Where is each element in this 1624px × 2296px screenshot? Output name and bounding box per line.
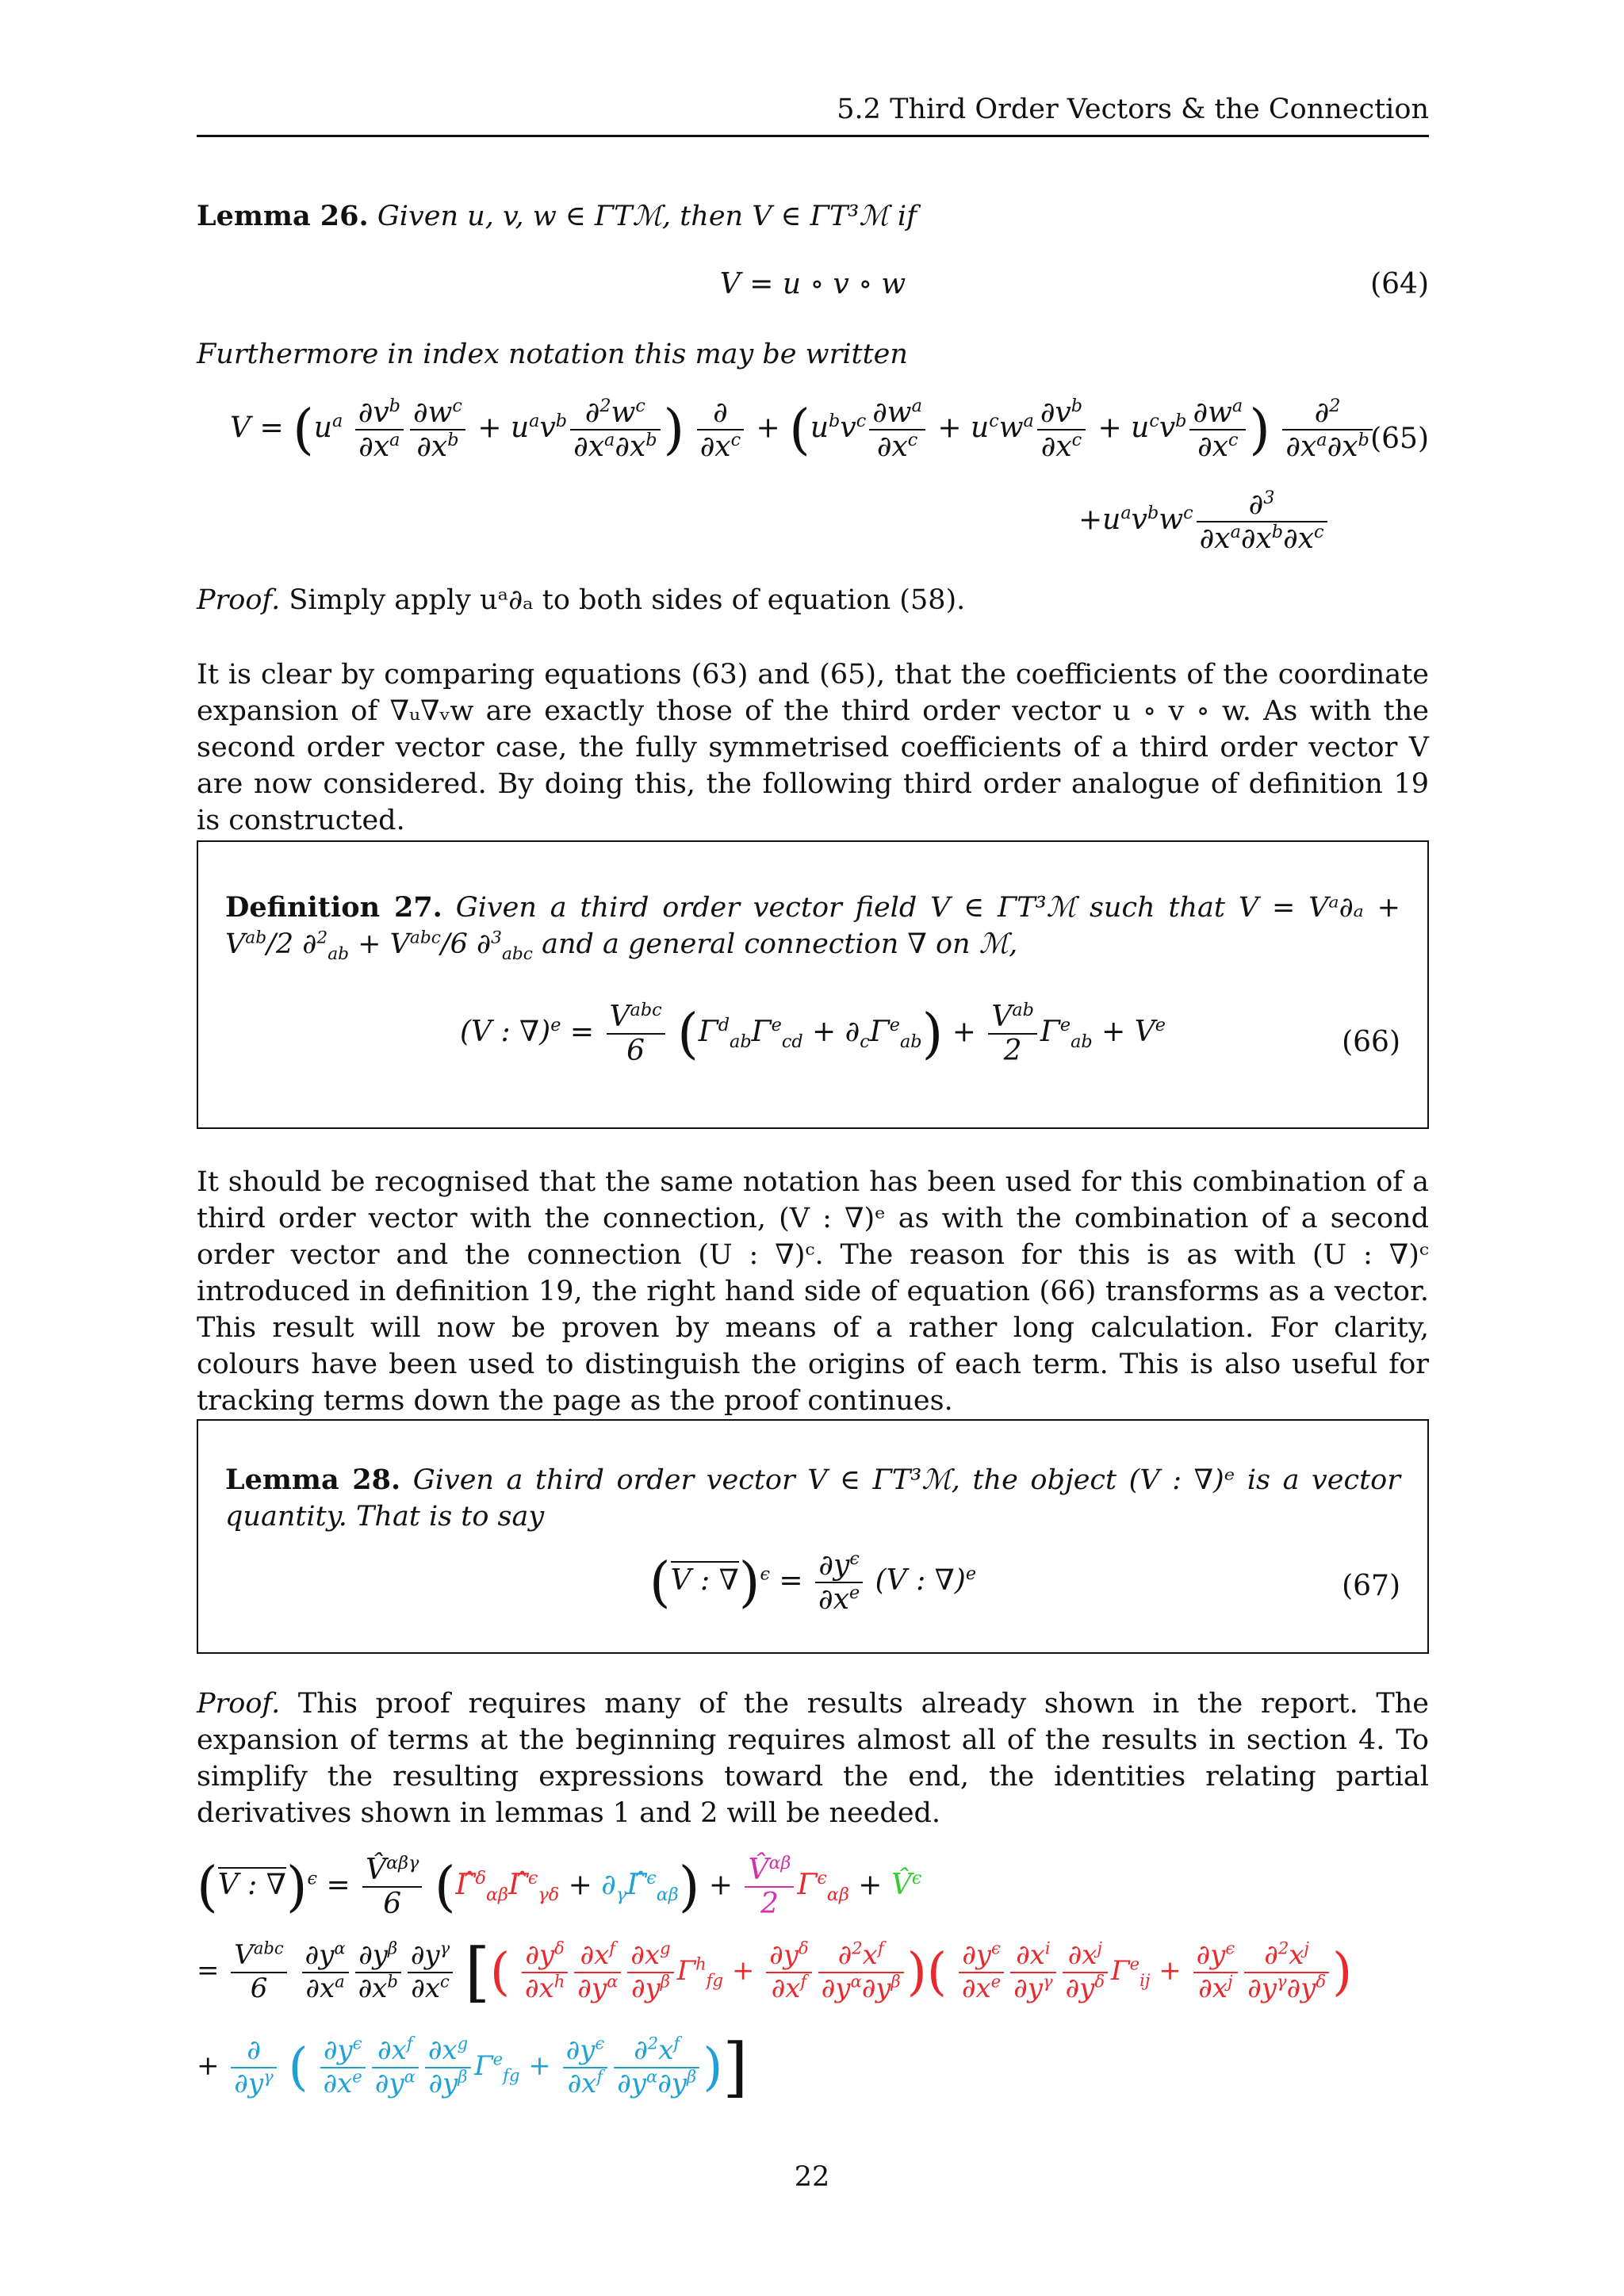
proof-26-text: Simply apply uᵃ∂ₐ to both sides of equation (58). (289, 584, 966, 616)
equation-67-body: (V : ∇)$^\epsilon$ = $\frac{\partial y^\epsilon}{\partial x^e}$ (V : ∇)$^e$ (649, 1548, 977, 1617)
lemma-26-statement (197, 198, 1429, 235)
lemma-28-label: Lemma 28. (225, 1464, 401, 1496)
lemma-26-text: Given u, v, w ∈ ΓTℳ, then V ∈ ΓT³ℳ if (377, 201, 917, 232)
equation-65-line-2: $+u^av^bw^c$ $\frac{\partial^3}{\partial x^a\partial x^b\partial x^c}$ (1078, 488, 1364, 556)
lemma-28-text: Given a third order vector V ∈ ΓT³ℳ, the object (V : ∇)ᵉ is a vector quantity. That is to say (225, 1464, 1400, 1533)
section-title: 5.2 Third Order Vectors & the Connection (837, 94, 1429, 125)
definition-27-box (197, 840, 1429, 1129)
derivation-line-1: (V : ∇)$^\epsilon$ = $\frac{V̂^{\alpha\beta\gamma}}{6}$ (Γ̂$^\delta_{\alpha\beta}$Γ̂$^\epsilon_{\gamma\delta}$ + $\partial_\gamma\Gammâ^\epsilon_{\alpha\beta}$) + $\frac{V̂^{\alpha\beta}}{2}$ $\Gamma^\epsilon_{\alpha\beta}$ + V̂$^\epsilon$ (197, 1853, 922, 1921)
derivation-line-3: + $\frac{\partial}{\partial y^\gamma}$ ( $\frac{\partial y^\epsilon}{\partial x^e}$ $\frac{\partial x^f}{\partial y^\alpha}$ $\frac{\partial x^g}{\partial y^\beta}$ $\Gamma^e_{fg}$ + $\frac{\partial y^\epsilon}{\partial x^f}$ $\frac{\partial^2x^f}{\partial y^\alpha\partial y^\beta}$ )] (197, 2030, 749, 2105)
equation-65-line-1: $V = (u^a$ $\frac{\partial v^b}{\partial x^a}$ $\frac{\partial w^c}{\partial x^b}$ + $u^av^b$ $\frac{\partial^2w^c}{\partial x^a\partial x^b}$ ) $\frac{\partial}{\partial x^c}$ + ($u^bv^c$ $\frac{\partial w^a}{\partial x^c}$ + $u^cw^a$ $\frac{\partial v^b}{\partial x^c}$ + $u^cv^b$ $\frac{\partial w^a}{\partial x^c}$ ) $\frac{\partial^2}{\partial x^a\partial x^b}$ (230, 396, 1356, 464)
equation-66-body: (V : ∇)$^e$ = $\frac{V^{abc}}{6}$ $(\Gamma^d_{ab}\Gamma^e_{cd} + \partial_c\Gamma^e_{ab})$ + $\frac{V^{ab}}{2}$ $\Gamma^e_{ab} + V^e$ (459, 1000, 1166, 1068)
proof-28-label: Proof. (197, 1688, 281, 1720)
equation-65-number: (65) (1370, 423, 1429, 455)
proof-28-text: This proof requires many of the results already shown in the report. The expansion of terms at the beginning requires almost all of the results in section 4. To simplify the resulting expressions toward the end, the identities relating partial derivatives shown in lemmas 1 and 2 will be needed. (197, 1688, 1429, 1829)
definition-27-text-2: and a general connection ∇ on ℳ, (542, 928, 1018, 960)
definition-27-statement: Definition 27. Given a third order vector field V ∈ ΓT³ℳ such that V = Vᵃ∂ₐ + $V^{ab}/2$ $\partial^2_{ab} + V^{abc}/6$ ∂$^3_{abc}$ and a general connection ∇ on ℳ, (225, 891, 1400, 964)
lemma-26-label: Lemma 26. (197, 200, 369, 232)
running-header (197, 94, 1429, 137)
lemma-28-box (197, 1419, 1429, 1654)
derivation-line-2: = $\frac{V^{abc}}{6}$ $\frac{\partial y^\alpha}{\partial x^a}$ $\frac{\partial y^\beta}{\partial x^b}$ $\frac{\partial y^\gamma}{\partial x^c}$ [( $\frac{\partial y^\delta}{\partial x^h}$ $\frac{\partial x^f}{\partial y^\alpha}$ $\frac{\partial x^g}{\partial y^\beta}$ $\Gamma^h_{fg}$ + $\frac{\partial y^\delta}{\partial x^f}$ $\frac{\partial^2x^f}{\partial y^\alpha\partial y^\beta}$ )( $\frac{\partial y^\epsilon}{\partial x^e}$ $\frac{\partial x^i}{\partial y^\gamma}$ $\frac{\partial x^j}{\partial y^\delta}$ $\Gamma^e_{ij}$ + $\frac{\partial y^\epsilon}{\partial x^j}$ $\frac{\partial^2x^j}{\partial y^\gamma\partial y^\delta}$ ) (197, 1934, 1353, 2010)
paragraph-notation: It should be recognised that the same notation has been used for this combination of a third order vector with the connection, (V : ∇)ᵉ as with the combination of a second order vector and the connection (U : ∇)ᶜ. The reason for this is as with (U : ∇)ᶜ introduced in definition 19, the right hand side of equation (66) transforms as a vector. This result will now be proven by means of a rather long calculation. For clarity, colours have been used to distinguish the origins of each term. This is also useful for tracking terms down the page as the proof continues. (197, 1166, 1429, 1417)
paragraph-comparison: It is clear by comparing equations (63) and (65), that the coefficients of the coordinate expansion of ∇ᵤ∇ᵥw are exactly those of the third order vector u ∘ v ∘ w. As with the second order vector case, the fully symmetrised coefficients of a third order vector V are now considered. By doing this, the following third order analogue of definition 19 is constructed. (197, 659, 1429, 836)
lemma-28-statement (225, 1462, 1400, 1535)
equation-64-body: V = u ∘ v ∘ w (719, 268, 906, 300)
equation-65-number-row (197, 423, 1429, 470)
equation-64 (197, 268, 1429, 316)
definition-27-label: Definition 27. (225, 891, 442, 924)
equation-64-number: (64) (1370, 268, 1429, 300)
proof-26 (197, 582, 1429, 618)
page-number: 22 (794, 2161, 830, 2193)
proof-26-label: Proof. (197, 584, 281, 616)
proof-28 (197, 1686, 1429, 1831)
definition-27-text-1: Given a third order vector field V ∈ ΓT³ℳ such that V = Vᵃ∂ₐ + (455, 892, 1400, 924)
lemma-26-furthermore: Furthermore in index notation this may be written (197, 339, 908, 370)
equation-66-number: (66) (1342, 1026, 1400, 1058)
equation-67-number: (67) (1342, 1570, 1400, 1602)
